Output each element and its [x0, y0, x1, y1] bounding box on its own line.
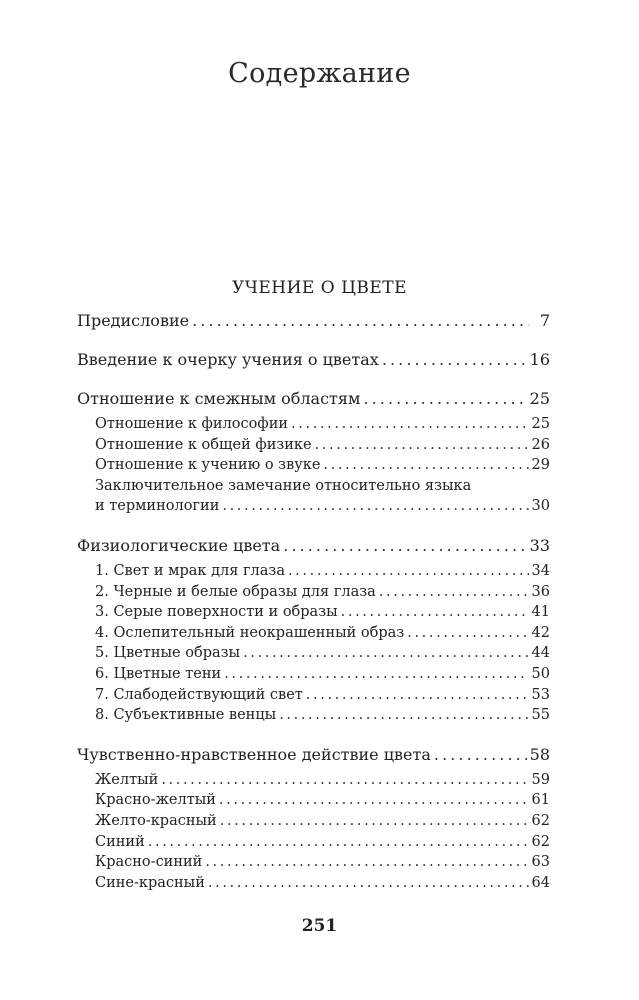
leader-dots	[323, 455, 528, 476]
toc-entry-label: 2. Черные и белые образы для глаза	[95, 583, 376, 600]
toc-entry-label: Предисловие	[77, 311, 190, 330]
leader-dots	[363, 388, 526, 409]
toc-entry-sensory-moral-effect[interactable]	[77, 744, 550, 765]
leader-dots	[220, 811, 529, 832]
leader-dots	[291, 414, 529, 435]
toc-entry-label: и терминологии	[95, 498, 220, 515]
leader-dots	[219, 790, 529, 811]
toc-entry-label: 8. Субъективные венцы	[95, 707, 277, 724]
toc-entry-label: Отношение к учению о звуке	[95, 457, 321, 474]
toc-entry-page: 64	[531, 874, 550, 891]
toc-entry-label: Сине-красный	[95, 874, 205, 891]
leader-dots	[208, 873, 529, 894]
leader-dots	[382, 349, 527, 370]
toc-entry-page: 55	[531, 707, 550, 724]
leader-dots	[407, 623, 528, 644]
toc-entry-page: 62	[531, 833, 550, 850]
toc-entry-label: Желто-красный	[95, 812, 217, 829]
leader-dots	[306, 685, 529, 706]
toc-entry-label: 3. Серые поверхности и образы	[95, 604, 338, 621]
leader-dots	[379, 582, 529, 603]
toc-subentry[interactable]	[77, 455, 550, 476]
toc-entry-label: Отношение к общей физике	[95, 436, 312, 453]
toc-subentry[interactable]	[77, 873, 550, 894]
toc-subentry[interactable]	[77, 561, 550, 582]
toc-entry-related-fields[interactable]	[77, 388, 550, 409]
toc-entry-page: 16	[529, 350, 550, 369]
toc-entry-page: 58	[529, 744, 550, 764]
leader-dots	[148, 832, 529, 853]
leader-dots	[161, 770, 528, 791]
toc-entry-page: 62	[531, 812, 550, 829]
leader-dots	[243, 643, 528, 664]
toc-entry-page: 25	[529, 389, 550, 408]
leader-dots	[341, 602, 529, 623]
toc-entry-label: 7. Слабодействующий свет	[95, 686, 303, 703]
page-number: 251	[301, 916, 338, 936]
leader-dots	[315, 435, 529, 456]
toc-entry-page: 41	[531, 604, 550, 621]
toc-entry-page: 42	[531, 624, 550, 641]
toc-entry-page: 30	[531, 498, 550, 515]
toc-entry-introduction[interactable]	[77, 349, 550, 370]
leader-dots	[205, 852, 528, 873]
toc-subentry[interactable]	[77, 643, 550, 664]
toc-entry-page: 25	[531, 416, 550, 432]
toc-entry-label: 6. Цветные тени	[95, 665, 222, 682]
toc-entry-label: Отношение к философии	[95, 416, 289, 432]
toc-entry-page: 61	[531, 792, 550, 809]
toc-entry-page: 50	[531, 665, 550, 682]
toc-subentry[interactable]	[77, 852, 550, 873]
toc-subentry[interactable]	[77, 414, 550, 435]
toc-entry-page: 36	[531, 583, 550, 600]
toc-subentry[interactable]	[77, 832, 550, 853]
toc-entry-page: 7	[539, 311, 550, 330]
toc-entry-label: Введение к очерку учения о цветах	[77, 350, 379, 369]
toc-entry-label: Желтый	[95, 771, 159, 788]
toc-subentry[interactable]	[77, 602, 550, 623]
toc-entry-page: 34	[531, 562, 550, 579]
leader-dots	[224, 664, 528, 685]
toc-entry-physiological-colors[interactable]	[77, 535, 550, 556]
toc-subentry-first-line[interactable]: Заключительное замечание относительно языка	[95, 477, 472, 494]
toc-entry-preface[interactable]	[77, 310, 550, 331]
toc-entry-page: 33	[529, 535, 550, 555]
toc-subentry[interactable]	[77, 582, 550, 603]
leader-dots	[283, 535, 526, 556]
toc-entry-label: Синий	[95, 833, 145, 850]
leader-dots	[192, 310, 529, 331]
toc-entry-label: Физиологические цвета	[77, 535, 281, 555]
leader-dots	[222, 496, 528, 517]
toc-entry-page: 26	[531, 436, 550, 453]
toc-subentry[interactable]	[77, 664, 550, 685]
leader-dots	[434, 744, 527, 765]
section-title: УЧЕНИЕ О ЦВЕТЕ	[231, 278, 408, 298]
leader-dots	[288, 561, 529, 582]
toc-subentry[interactable]	[77, 496, 550, 517]
toc-subentry[interactable]	[77, 811, 550, 832]
table-of-contents	[77, 310, 550, 893]
toc-entry-label: 5. Цветные образы	[95, 645, 241, 662]
toc-subentry[interactable]	[77, 790, 550, 811]
toc-entry-label: Отношение к смежным областям	[77, 389, 361, 408]
toc-entry-label: 4. Ослепительный неокрашенный образ	[95, 624, 405, 641]
toc-subentry[interactable]	[77, 435, 550, 456]
toc-entry-page: 29	[531, 457, 550, 474]
toc-subentry[interactable]	[77, 770, 550, 791]
toc-entry-label: Чувственно-нравственное действие цвета	[77, 744, 431, 764]
leader-dots	[279, 705, 528, 726]
toc-subentry[interactable]	[77, 685, 550, 706]
toc-entry-page: 63	[531, 854, 550, 871]
toc-entry-label: 1. Свет и мрак для глаза	[95, 562, 285, 579]
page-title: Содержание	[228, 58, 411, 89]
toc-entry-label: Красно-желтый	[95, 792, 216, 809]
toc-entry-page: 53	[531, 686, 550, 703]
toc-subentry[interactable]	[77, 705, 550, 726]
toc-subentry[interactable]	[77, 623, 550, 644]
toc-entry-page: 44	[531, 645, 550, 662]
toc-entry-page: 59	[531, 771, 550, 788]
toc-entry-label: Красно-синий	[95, 854, 203, 871]
